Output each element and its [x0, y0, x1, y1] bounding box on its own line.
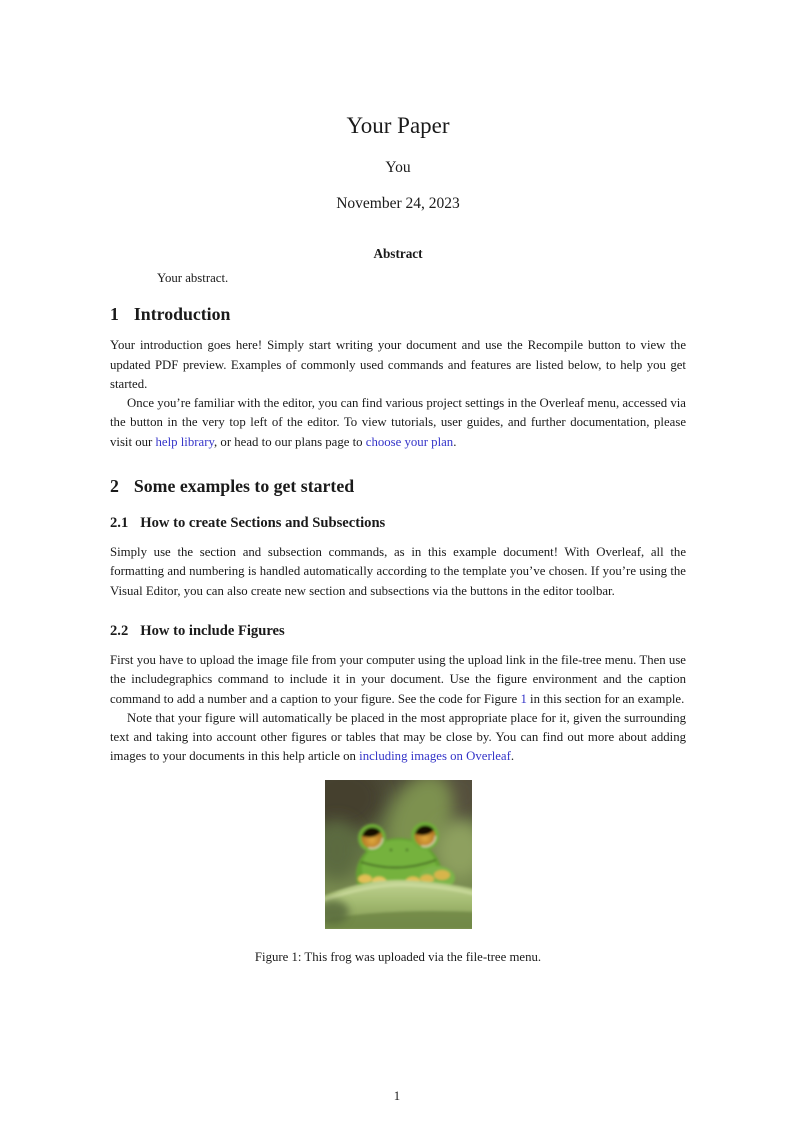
- paper-title: Your Paper: [346, 113, 450, 138]
- figure-1-reference-link[interactable]: 1: [520, 691, 527, 706]
- subsection-2-1-number: 2.1: [110, 515, 129, 532]
- paper-date: November 24, 2023: [336, 195, 460, 212]
- pdf-page: [0, 112, 794, 1140]
- frog-image: [325, 780, 472, 929]
- intro-paragraph-2: Once you’re familiar with the editor, you can find various project settings in the Overleaf menu, accessed via the button in the very top left of the editor. To view tutorials, user guides, and further documentation, please visit our help library, or head to our plans page to choose your plan.: [110, 396, 686, 449]
- figures-paragraph-1: First you have to upload the image file from your computer using the upload link in the file-tree menu. Then use the includegraphics command to include it in your document. Use the figure environment and the caption command to add a number and a caption to your figure. See the code for Figure 1 in this section for an example.: [110, 652, 686, 706]
- abstract-text: Your abstract.: [157, 271, 229, 285]
- subsection-2-2-number: 2.2: [110, 622, 129, 639]
- subsection-2-1-heading: [110, 514, 686, 533]
- subsection-2-2-title: How to include Figures: [140, 622, 285, 639]
- figures-paragraph-2: Note that your figure will automatically be placed in the most appropriate place for it, given the surrounding text and taking into account other figures or tables that may be close by. You can find out more about adding images to your documents in this help article on including images on Overleaf.: [110, 710, 686, 764]
- including-images-link[interactable]: including images on Overleaf: [359, 749, 511, 764]
- section-1-title: Introduction: [133, 304, 231, 325]
- figure-1-block: [110, 780, 686, 965]
- section-2-heading: [110, 475, 686, 498]
- section-2-title: Some examples to get started: [133, 476, 355, 497]
- section-2-number: 2: [110, 476, 119, 497]
- subsection-2-1-title: How to create Sections and Subsections: [140, 515, 386, 532]
- subsection-2-2-heading: [110, 622, 686, 641]
- intro-paragraph-1: Your introduction goes here! Simply start writing your document and use the Recompile button to view the updated PDF preview. Examples of commonly used commands and features are listed below, to help you get started.: [110, 338, 686, 391]
- subsection-2-1-paragraph: Simply use the section and subsection commands, as in this example document! With Overleaf, all the formatting and numbering is handled automatically according to the template you’ve chosen. If you’re using the Visual Editor, you can also create new section and subsections via the buttons in the editor toolbar.: [110, 545, 686, 598]
- choose-your-plan-link[interactable]: choose your plan: [365, 434, 454, 449]
- help-library-link[interactable]: help library: [155, 434, 215, 449]
- page-number: 1: [393, 1089, 401, 1103]
- page-content: [110, 112, 686, 965]
- section-1-number: 1: [110, 304, 119, 325]
- figure-caption: Figure 1: This frog was uploaded via the file-tree menu.: [254, 949, 542, 964]
- abstract-heading: Abstract: [373, 246, 423, 261]
- section-1-heading: [110, 303, 686, 326]
- paper-author: You: [385, 159, 411, 176]
